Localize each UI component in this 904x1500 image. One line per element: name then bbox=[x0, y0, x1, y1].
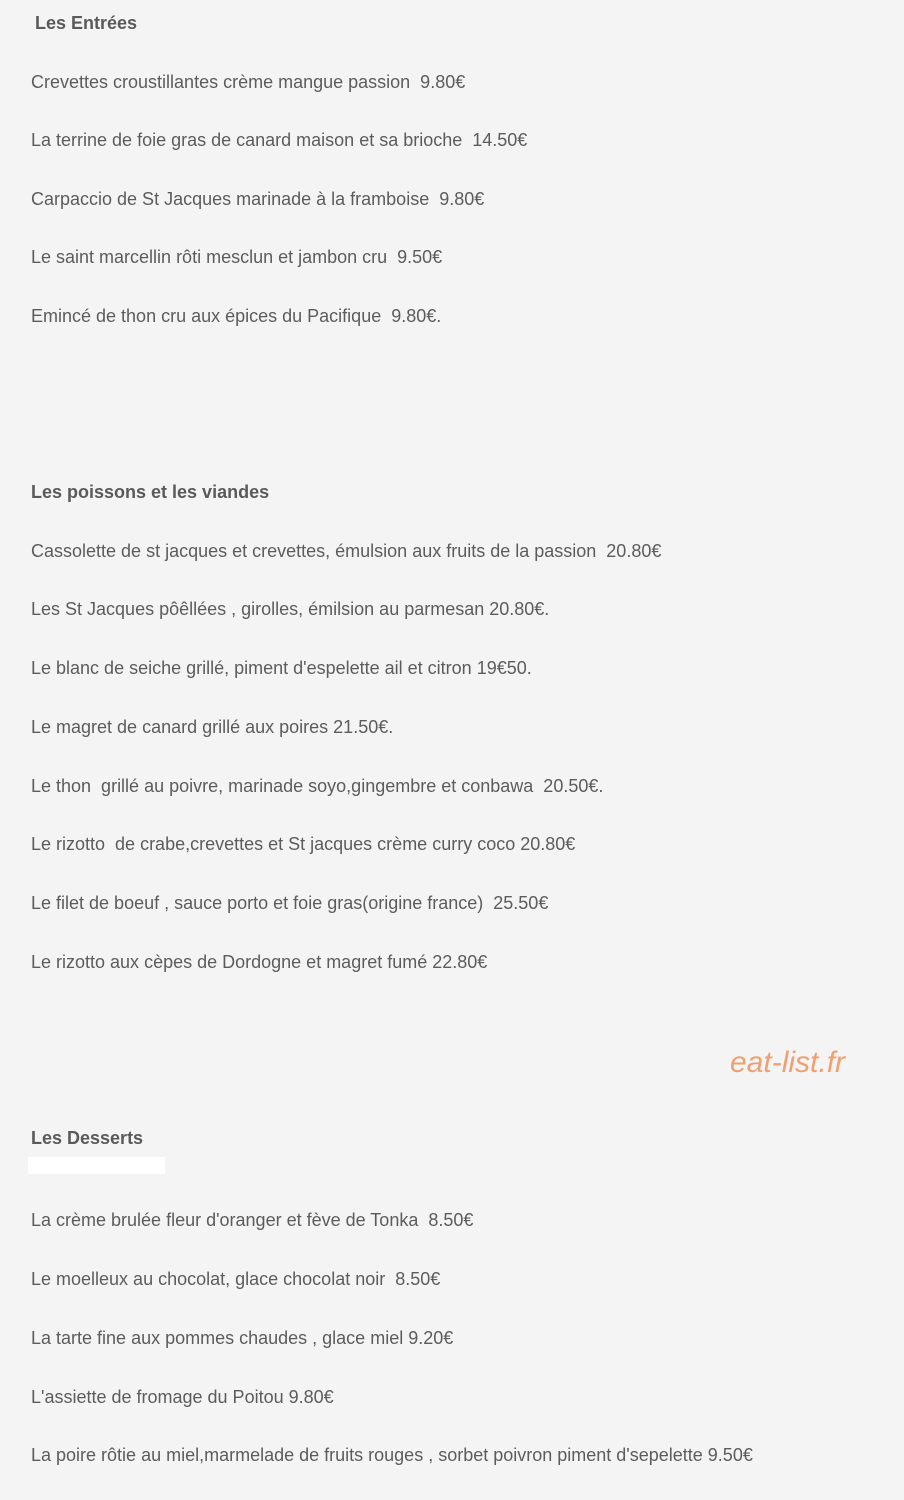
section-title-entrees: Les Entrées bbox=[35, 13, 138, 33]
menu-item: L'assiette de fromage du Poitou 9.80€ bbox=[31, 1387, 334, 1407]
menu-item: La terrine de foie gras de canard maison et sa brioche 14.50€ bbox=[31, 130, 528, 150]
menu-item: Crevettes croustillantes crème mangue passion 9.80€ bbox=[31, 72, 466, 92]
section-title-poissons-viandes: Les poissons et les viandes bbox=[31, 482, 270, 502]
menu-item: Le rizotto de crabe,crevettes et St jacques crème curry coco 20.80€ bbox=[31, 834, 576, 854]
menu-item: Le moelleux au chocolat, glace chocolat noir 8.50€ bbox=[31, 1269, 441, 1289]
menu-item: La crème brulée fleur d'oranger et fève de Tonka 8.50€ bbox=[31, 1210, 474, 1230]
menu-item: Le filet de boeuf , sauce porto et foie gras(origine france) 25.50€ bbox=[31, 893, 549, 913]
menu-item: Emincé de thon cru aux épices du Pacifique 9.80€. bbox=[31, 306, 442, 326]
menu-item: Le rizotto aux cèpes de Dordogne et magret fumé 22.80€ bbox=[31, 952, 488, 972]
watermark-text: eat-list.fr bbox=[730, 1046, 846, 1079]
menu-item: Le thon grillé au poivre, marinade soyo,gingembre et conbawa 20.50€. bbox=[31, 776, 604, 796]
menu-item: Cassolette de st jacques et crevettes, émulsion aux fruits de la passion 20.80€ bbox=[31, 541, 662, 561]
menu-item: Le magret de canard grillé aux poires 21.50€. bbox=[31, 717, 394, 737]
redaction-bar bbox=[28, 1157, 165, 1174]
menu-item: Le saint marcellin rôti mesclun et jambon cru 9.50€ bbox=[31, 247, 443, 267]
menu-item: La tarte fine aux pommes chaudes , glace miel 9.20€ bbox=[31, 1328, 454, 1348]
menu-item: Carpaccio de St Jacques marinade à la framboise 9.80€ bbox=[31, 189, 485, 209]
section-title-desserts: Les Desserts bbox=[31, 1128, 144, 1148]
menu-item: La poire rôtie au miel,marmelade de fruits rouges , sorbet poivron piment d'sepelette 9.50€ bbox=[31, 1445, 753, 1465]
menu-item: Les St Jacques pôêllées , girolles, émilsion au parmesan 20.80€. bbox=[31, 599, 550, 619]
menu-item: Le blanc de seiche grillé, piment d'espelette ail et citron 19€50. bbox=[31, 658, 532, 678]
